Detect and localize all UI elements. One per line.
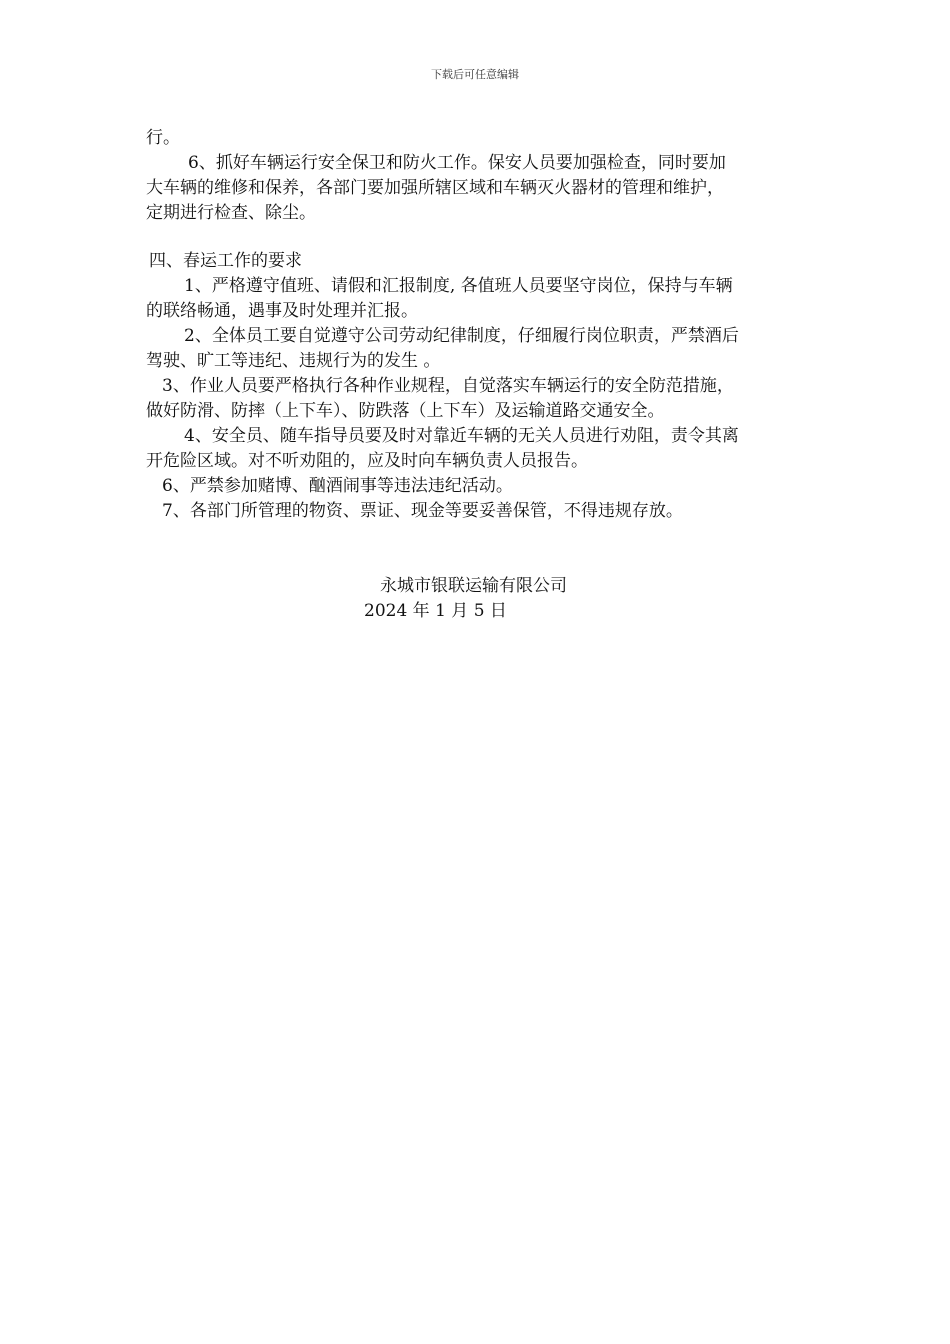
body-line: 6、严禁参加赌博、酗酒闹事等违法违纪活动。 (162, 476, 513, 496)
body-line: 大车辆的维修和保养，各部门要加强所辖区域和车辆灭火器材的管理和维护， (146, 178, 724, 198)
body-line: 的联络畅通，遇事及时处理并汇报。 (146, 301, 418, 321)
body-line: 2、全体员工要自觉遵守公司劳动纪律制度，仔细履行岗位职责，严禁酒后 (184, 326, 739, 346)
body-line: 3、作业人员要严格执行各种作业规程，自觉落实车辆运行的安全防范措施， (162, 376, 734, 396)
body-line: 4、安全员、随车指导员要及时对靠近车辆的无关人员进行劝阻，责令其离 (184, 426, 739, 446)
body-line: 驾驶、旷工等违纪、违规行为的发生 。 (146, 351, 441, 371)
body-line: 定期进行检查、除尘。 (146, 203, 316, 223)
body-line: 开危险区域。对不听劝阻的，应及时向车辆负责人员报告。 (146, 451, 588, 471)
section-heading: 四、春运工作的要求 (149, 251, 302, 271)
body-line: 7、各部门所管理的物资、票证、现金等要妥善保管，不得违规存放。 (162, 501, 683, 521)
body-line: 做好防滑、防摔（上下车）、防跌落（上下车）及运输道路交通安全。 (146, 401, 665, 421)
body-line: 1、严格遵守值班、请假和汇报制度, 各值班人员要坚守岗位，保持与车辆 (184, 276, 733, 296)
body-line: 6、抓好车辆运行安全保卫和防火工作。保安人员要加强检查，同时要加 (188, 153, 726, 173)
signature-date: 2024 年 1 月 5 日 (364, 601, 507, 621)
page-header-note: 下载后可任意编辑 (431, 68, 519, 81)
company-name: 永城市银联运输有限公司 (380, 576, 567, 596)
body-line: 行。 (146, 128, 180, 148)
